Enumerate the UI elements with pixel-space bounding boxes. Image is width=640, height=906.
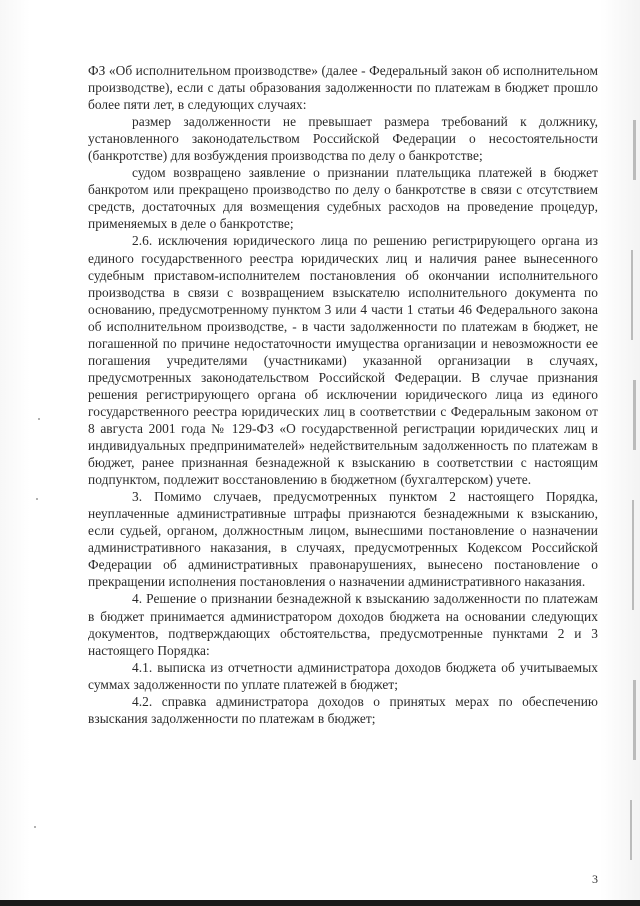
paragraph-4: 2.6. исключения юридического лица по решению регистрирующего органа из единого государственного реестра юридических лиц и наличия ранее вынесенного судебным приставом-исполнителем постановления об окончании исполнительного производства в связи с возвращением взыскателю исполнительного документа по основанию, предусмотренному пунктом 3 или 4 части 1 статьи 46 Федерального закона об исполнительном производстве, - в части задолженности по платежам в бюджет, не погашенной по причине недостаточности имущества организации и невозможности ее погашения учредителями (участниками) указанной организации в случаях, предусмотренных законодательством Российской Федерации. В случае признания решения регистрирующего органа об исключении юридического лица из единого государственного реестра юридических лиц в соответствии с Федеральным законом от 8 августа 2001 года № 129-ФЗ «О государственной регистрации юридических лиц и индивидуальных предпринимателей» недействительным задолженность по платежам в бюджет, ранее признанная безнадежной к взысканию в соответствии с настоящим подпунктом, подлежит восстановлению в бюджетном (бухгалтерском) учете. xyxy=(88,233,598,488)
paragraph-5: 3. Помимо случаев, предусмотренных пунктом 2 настоящего Порядка, неуплаченные административные штрафы признаются безнадежными к взысканию, если судьей, органом, должностным лицом, вынесшими постановление о назначении административного наказания, в случаях, предусмотренных Кодексом Российской Федерации об административных правонарушениях, вынесено постановление о прекращении исполнения постановления о назначении административного наказания. xyxy=(88,489,598,590)
paragraph-8: 4.2. справка администратора доходов о принятых мерах по обеспечению взыскания задолженности по платежам в бюджет; xyxy=(88,693,598,726)
paragraph-7: 4.1. выписка из отчетности администратора доходов бюджета об учитываемых суммах задолженности по уплате платежей в бюджет; xyxy=(88,659,598,692)
paragraph-1: ФЗ «Об исполнительном производстве» (далее - Федеральный закон об исполнительном производстве), если с даты образования задолженности по платежам в бюджет прошло более пяти лет, в следующих случаях: xyxy=(88,63,598,113)
scan-speck xyxy=(36,498,38,500)
scan-speck xyxy=(34,826,36,828)
paragraph-3: судом возвращено заявление о признании плательщика платежей в бюджет банкротом или прекращено производство по делу о банкротстве в связи с отсутствием средств, достаточных для возмещения судебных расходов на проведение процедур, применяемых в деле о банкротстве; xyxy=(88,165,598,232)
scan-edge-marks xyxy=(626,80,640,906)
paragraph-2: размер задолженности не превышает размера требований к должнику, установленного законодательством Российской Федерации о несостоятельности (банкротстве) для возбуждения производства по делу о банкротстве; xyxy=(88,114,598,164)
scan-bottom-border xyxy=(0,900,640,906)
scan-speck xyxy=(38,418,40,420)
page-number: 3 xyxy=(592,872,598,886)
document-body xyxy=(88,62,598,727)
paragraph-6: 4. Решение о признании безнадежной к взысканию задолженности по платежам в бюджет принимается администратором доходов бюджета на основании следующих документов, подтверждающих обстоятельства, предусмотренные пунктами 2 и 3 настоящего Порядка: xyxy=(88,591,598,658)
